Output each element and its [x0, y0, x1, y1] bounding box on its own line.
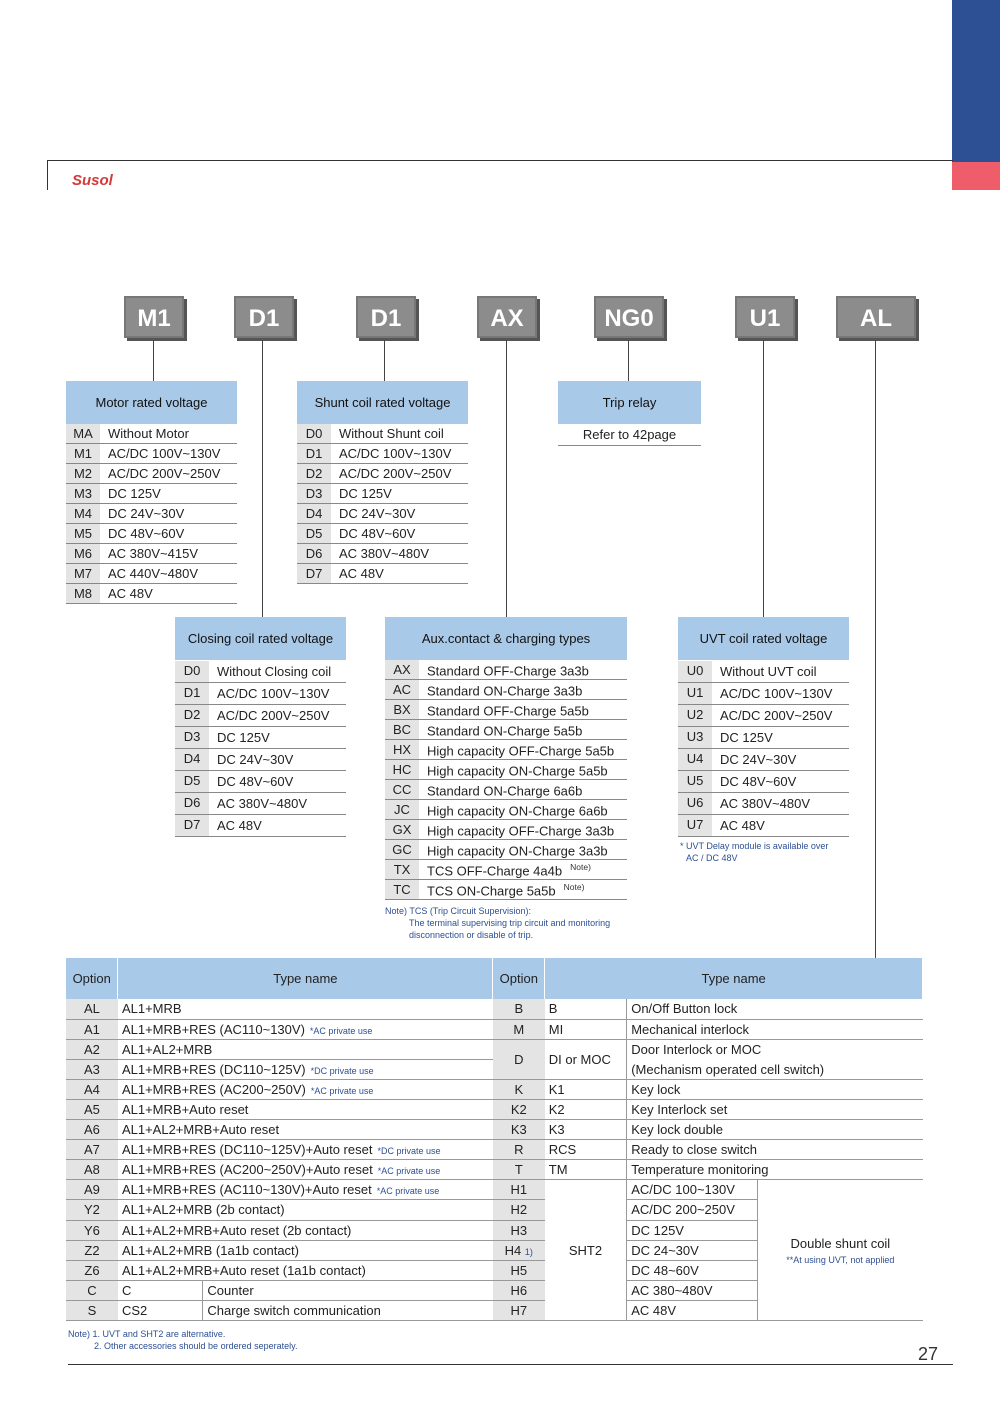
uvt-row [678, 683, 849, 705]
opt-name: AL1+MRB+RES (AC200~250V)+Auto reset *AC private use [118, 1160, 493, 1180]
aux-desc: Standard OFF-Charge 5a5b [427, 703, 589, 719]
motor-desc: DC 24V~30V [108, 505, 185, 521]
code-option: AL [836, 296, 916, 338]
closing-desc: Without Closing coil [217, 663, 332, 679]
opt-name-r: DI or MOC [545, 1039, 627, 1079]
motor-code: M1 [66, 444, 100, 463]
uvt-row [678, 749, 849, 771]
opt-name: AL1+MRB+RES (DC110~125V) *DC private use [118, 1059, 493, 1079]
sht-volt: AC/DC 100~130V [627, 1180, 758, 1200]
shunt-row [297, 524, 468, 544]
opt-desc: Charge switch communication [203, 1300, 493, 1320]
aux-desc: Standard ON-Charge 5a5b [427, 723, 583, 739]
code-closing: D1 [234, 296, 294, 338]
sht-code: H1 [493, 1180, 545, 1200]
closing-code: D6 [175, 793, 209, 814]
opt-code: A7 [66, 1140, 118, 1160]
closing-title: Closing coil rated voltage [175, 617, 346, 660]
shunt-desc: DC 24V~30V [339, 505, 416, 521]
opt-name: C [118, 1280, 203, 1300]
aux-desc: High capacity ON-Charge 5a5b [427, 763, 608, 779]
opt-code: A5 [66, 1099, 118, 1119]
shunt-code: D5 [297, 524, 331, 543]
uvt-row [678, 727, 849, 749]
shunt-row [297, 484, 468, 504]
shunt-desc: AC 48V [339, 565, 384, 581]
closing-row [175, 771, 346, 793]
opt-code-r: M [493, 1019, 545, 1039]
uvt-code: U6 [678, 793, 712, 814]
aux-code: CC [385, 780, 419, 799]
uvt-desc: DC 125V [720, 729, 773, 745]
motor-desc: AC/DC 200V~250V [108, 465, 221, 481]
closing-row [175, 815, 346, 837]
aux-title: Aux.contact & charging types [385, 617, 627, 660]
shunt-code: D6 [297, 544, 331, 563]
motor-row [66, 564, 237, 584]
opt-name: AL1+AL2+MRB [118, 1039, 493, 1059]
closing-table [175, 617, 346, 837]
closing-row [175, 661, 346, 683]
side-tab-blue [952, 0, 1000, 162]
uvt-row [678, 661, 849, 683]
opt-code: AL [66, 999, 118, 1019]
aux-desc: High capacity OFF-Charge 3a3b [427, 823, 615, 839]
col-type-left: Type name [118, 958, 493, 999]
uvt-code: U1 [678, 683, 712, 704]
opt-name: AL1+AL2+MRB+Auto reset (1a1b contact) [118, 1260, 493, 1280]
code-trip: NG0 [594, 296, 664, 338]
motor-desc: AC 380V~415V [108, 545, 198, 561]
shunt-title: Shunt coil rated voltage [297, 381, 468, 424]
sht-code: H5 [493, 1260, 545, 1280]
motor-desc: AC 48V [108, 585, 153, 601]
shunt-desc: DC 125V [339, 485, 392, 501]
uvt-row [678, 793, 849, 815]
shunt-row [297, 544, 468, 564]
opt-code: A6 [66, 1120, 118, 1140]
side-tab-red [952, 162, 1000, 190]
page-number: 27 [918, 1344, 939, 1364]
opt-name-r: TM [545, 1160, 627, 1180]
shunt-desc: AC/DC 100V~130V [339, 445, 452, 461]
shunt-row [297, 444, 468, 464]
sht-code: H3 [493, 1220, 545, 1240]
uvt-code: U5 [678, 771, 712, 792]
col-type-right: Type name [545, 958, 923, 999]
header-rule [47, 160, 953, 161]
shunt-desc: AC 380V~480V [339, 545, 429, 561]
brand-logo: Susol [72, 172, 113, 189]
uvt-code: U7 [678, 815, 712, 836]
opt-name-r: K2 [545, 1099, 627, 1119]
aux-code: AX [385, 660, 419, 679]
aux-code: AC [385, 680, 419, 699]
uvt-desc: DC 24V~30V [720, 751, 797, 767]
aux-row [385, 880, 627, 900]
opt-name: AL1+AL2+MRB (1a1b contact) [118, 1240, 493, 1260]
opt-code-r: K3 [493, 1120, 545, 1140]
motor-table [66, 381, 237, 604]
uvt-desc: DC 48V~60V [720, 773, 797, 789]
uvt-code: U2 [678, 705, 712, 726]
uvt-desc: AC/DC 200V~250V [720, 707, 833, 723]
motor-desc: DC 125V [108, 485, 161, 501]
connector-motor [153, 340, 154, 381]
uvt-desc: AC/DC 100V~130V [720, 685, 833, 701]
opt-name-r: MI [545, 1019, 627, 1039]
opt-desc-r: Key lock double [627, 1120, 923, 1140]
sht-volt: DC 48~60V [627, 1260, 758, 1280]
opt-code: Z6 [66, 1260, 118, 1280]
opt-code: Y2 [66, 1200, 118, 1220]
shunt-row [297, 564, 468, 584]
motor-code: M3 [66, 484, 100, 503]
aux-code: GX [385, 820, 419, 839]
motor-code: M6 [66, 544, 100, 563]
aux-code: TX [385, 860, 419, 879]
opt-name-r: B [545, 999, 627, 1019]
connector-trip [628, 340, 629, 381]
closing-desc: AC 48V [217, 817, 262, 833]
uvt-table [678, 617, 849, 837]
shunt-code: D3 [297, 484, 331, 503]
closing-desc: AC 380V~480V [217, 795, 307, 811]
closing-row [175, 683, 346, 705]
motor-code: M4 [66, 504, 100, 523]
code-aux: AX [477, 296, 537, 338]
opt-code-r: B [493, 999, 545, 1019]
opt-desc-r: (Mechanism operated cell switch) [627, 1059, 923, 1079]
opt-code-r: D [493, 1039, 545, 1079]
connector-aux [506, 340, 507, 617]
motor-code: M8 [66, 584, 100, 603]
opt-code-r: T [493, 1160, 545, 1180]
opt-name: AL1+MRB [118, 999, 493, 1019]
sht-volt: DC 125V [627, 1220, 758, 1240]
closing-code: D0 [175, 661, 209, 682]
closing-desc: AC/DC 100V~130V [217, 685, 330, 701]
closing-row [175, 727, 346, 749]
trip-refer: Refer to 42page [558, 424, 701, 446]
aux-note-mark: Note) [563, 882, 585, 893]
opt-name: CS2 [118, 1300, 203, 1320]
aux-code: JC [385, 800, 419, 819]
opt-name: AL1+MRB+RES (AC200~250V) *AC private use [118, 1079, 493, 1099]
motor-row [66, 464, 237, 484]
uvt-desc: Without UVT coil [720, 663, 817, 679]
opt-name: AL1+MRB+Auto reset [118, 1099, 493, 1119]
motor-row [66, 584, 237, 604]
opt-name: AL1+MRB+RES (DC110~125V)+Auto reset *DC private use [118, 1140, 493, 1160]
uvt-note: * UVT Delay module is available over AC / DC 48V [680, 841, 829, 863]
option-table [66, 958, 923, 1321]
opt-name: AL1+AL2+MRB+Auto reset [118, 1120, 493, 1140]
aux-table [385, 617, 627, 900]
closing-code: D1 [175, 683, 209, 704]
sht-volt: AC 380~480V [627, 1280, 758, 1300]
motor-desc: DC 48V~60V [108, 525, 185, 541]
sht-code: H4 1) [493, 1240, 545, 1260]
shunt-table [297, 381, 468, 584]
uvt-code: U0 [678, 661, 712, 682]
connector-uvt [763, 340, 764, 617]
aux-desc: Standard OFF-Charge 3a3b [427, 663, 589, 679]
shunt-row [297, 424, 468, 444]
opt-code: S [66, 1300, 118, 1320]
aux-desc: Standard ON-Charge 3a3b [427, 683, 583, 699]
sht-code: H7 [493, 1300, 545, 1320]
sht-volt: AC/DC 200~250V [627, 1200, 758, 1220]
aux-code: TC [385, 880, 419, 899]
opt-desc-r: Door Interlock or MOC [627, 1039, 923, 1059]
uvt-desc: AC 380V~480V [720, 795, 810, 811]
opt-code: A8 [66, 1160, 118, 1180]
shunt-code: D0 [297, 424, 331, 443]
sht-volt: DC 24~30V [627, 1240, 758, 1260]
motor-code: M2 [66, 464, 100, 483]
opt-desc-r: On/Off Button lock [627, 999, 923, 1019]
opt-code: A9 [66, 1180, 118, 1200]
opt-desc-r: Mechanical interlock [627, 1019, 923, 1039]
shunt-row [297, 464, 468, 484]
closing-desc: DC 125V [217, 729, 270, 745]
code-shunt: D1 [356, 296, 416, 338]
opt-name-r: K1 [545, 1079, 627, 1099]
header-tick [47, 160, 48, 190]
opt-code: C [66, 1280, 118, 1300]
aux-desc: Standard ON-Charge 6a6b [427, 783, 583, 799]
code-uvt: U1 [735, 296, 795, 338]
connector-shunt [384, 340, 385, 381]
opt-desc: Counter [203, 1280, 493, 1300]
sht-code: H2 [493, 1200, 545, 1220]
opt-name: AL1+MRB+RES (AC110~130V)+Auto reset *AC private use [118, 1180, 493, 1200]
motor-desc: AC/DC 100V~130V [108, 445, 221, 461]
closing-row [175, 793, 346, 815]
shunt-desc: DC 48V~60V [339, 525, 416, 541]
aux-code: HX [385, 740, 419, 759]
motor-row [66, 444, 237, 464]
aux-desc: High capacity OFF-Charge 5a5b [427, 743, 615, 759]
uvt-desc: AC 48V [720, 817, 765, 833]
closing-desc: DC 24V~30V [217, 751, 294, 767]
opt-desc-r: Ready to close switch [627, 1140, 923, 1160]
opt-name: AL1+AL2+MRB (2b contact) [118, 1200, 493, 1220]
shunt-code: D1 [297, 444, 331, 463]
shunt-code: D4 [297, 504, 331, 523]
opt-code-r: K2 [493, 1099, 545, 1119]
motor-row [66, 524, 237, 544]
aux-note: Note) TCS (Trip Circuit Supervision): The terminal supervising trip circuit and monitoring disconnection or disable of trip. [385, 906, 611, 940]
closing-row [175, 705, 346, 727]
aux-desc: TCS ON-Charge 5a5b $^{Note)}$ [427, 882, 585, 899]
motor-row [66, 484, 237, 504]
motor-title: Motor rated voltage [66, 381, 237, 424]
opt-desc-r: Key Interlock set [627, 1099, 923, 1119]
shunt-row [297, 504, 468, 524]
opt-name: AL1+AL2+MRB+Auto reset (2b contact) [118, 1220, 493, 1240]
opt-code-r: K [493, 1079, 545, 1099]
code-motor: M1 [124, 296, 184, 338]
col-option-right: Option [493, 958, 545, 999]
opt-name: AL1+MRB+RES (AC110~130V) *AC private use [118, 1019, 493, 1039]
trip-table [558, 381, 701, 446]
uvt-title: UVT coil rated voltage [678, 617, 849, 660]
opt-code: A2 [66, 1039, 118, 1059]
opt-code: Z2 [66, 1240, 118, 1260]
footnote: Note) 1. UVT and SHT2 are alternative. 2. Other accessories should be ordered seperately. [68, 1329, 298, 1351]
opt-code: Y6 [66, 1220, 118, 1240]
motor-code: M7 [66, 564, 100, 583]
opt-desc-r: Key lock [627, 1079, 923, 1099]
opt-name-r: K3 [545, 1120, 627, 1140]
opt-code: A4 [66, 1079, 118, 1099]
connector-option [875, 340, 876, 960]
motor-row [66, 544, 237, 564]
shunt-desc: Without Shunt coil [339, 425, 444, 441]
connector-closing [262, 340, 263, 617]
closing-row [175, 749, 346, 771]
closing-code: D2 [175, 705, 209, 726]
uvt-row [678, 771, 849, 793]
trip-title: Trip relay [558, 381, 701, 424]
sht-volt: AC 48V [627, 1300, 758, 1320]
sht-code: H6 [493, 1280, 545, 1300]
sht-desc: Double shunt coil **At using UVT, not applied [758, 1180, 923, 1321]
motor-desc: Without Motor [108, 425, 189, 441]
footer-rule [68, 1364, 953, 1365]
closing-desc: DC 48V~60V [217, 773, 294, 789]
motor-row [66, 504, 237, 524]
aux-code: HC [385, 760, 419, 779]
aux-desc: TCS OFF-Charge 4a4b $^{Note)}$ [427, 862, 591, 879]
motor-code: MA [66, 424, 100, 443]
aux-desc: High capacity ON-Charge 3a3b [427, 843, 608, 859]
aux-code: BC [385, 720, 419, 739]
uvt-code: U4 [678, 749, 712, 770]
uvt-row [678, 705, 849, 727]
motor-row [66, 424, 237, 444]
opt-code-r: R [493, 1140, 545, 1160]
opt-code: A3 [66, 1059, 118, 1079]
closing-code: D4 [175, 749, 209, 770]
opt-code: A1 [66, 1019, 118, 1039]
sht-name: SHT2 [545, 1180, 627, 1321]
motor-code: M5 [66, 524, 100, 543]
shunt-code: D2 [297, 464, 331, 483]
closing-code: D7 [175, 815, 209, 836]
closing-code: D3 [175, 727, 209, 748]
shunt-code: D7 [297, 564, 331, 583]
opt-desc-r: Temperature monitoring [627, 1160, 923, 1180]
shunt-desc: AC/DC 200V~250V [339, 465, 452, 481]
uvt-code: U3 [678, 727, 712, 748]
col-option-left: Option [66, 958, 118, 999]
aux-code: GC [385, 840, 419, 859]
opt-name-r: RCS [545, 1140, 627, 1160]
motor-desc: AC 440V~480V [108, 565, 198, 581]
closing-desc: AC/DC 200V~250V [217, 707, 330, 723]
aux-note-mark: Note) [570, 862, 591, 873]
aux-code: BX [385, 700, 419, 719]
aux-desc: High capacity ON-Charge 6a6b [427, 803, 608, 819]
closing-code: D5 [175, 771, 209, 792]
uvt-row [678, 815, 849, 837]
